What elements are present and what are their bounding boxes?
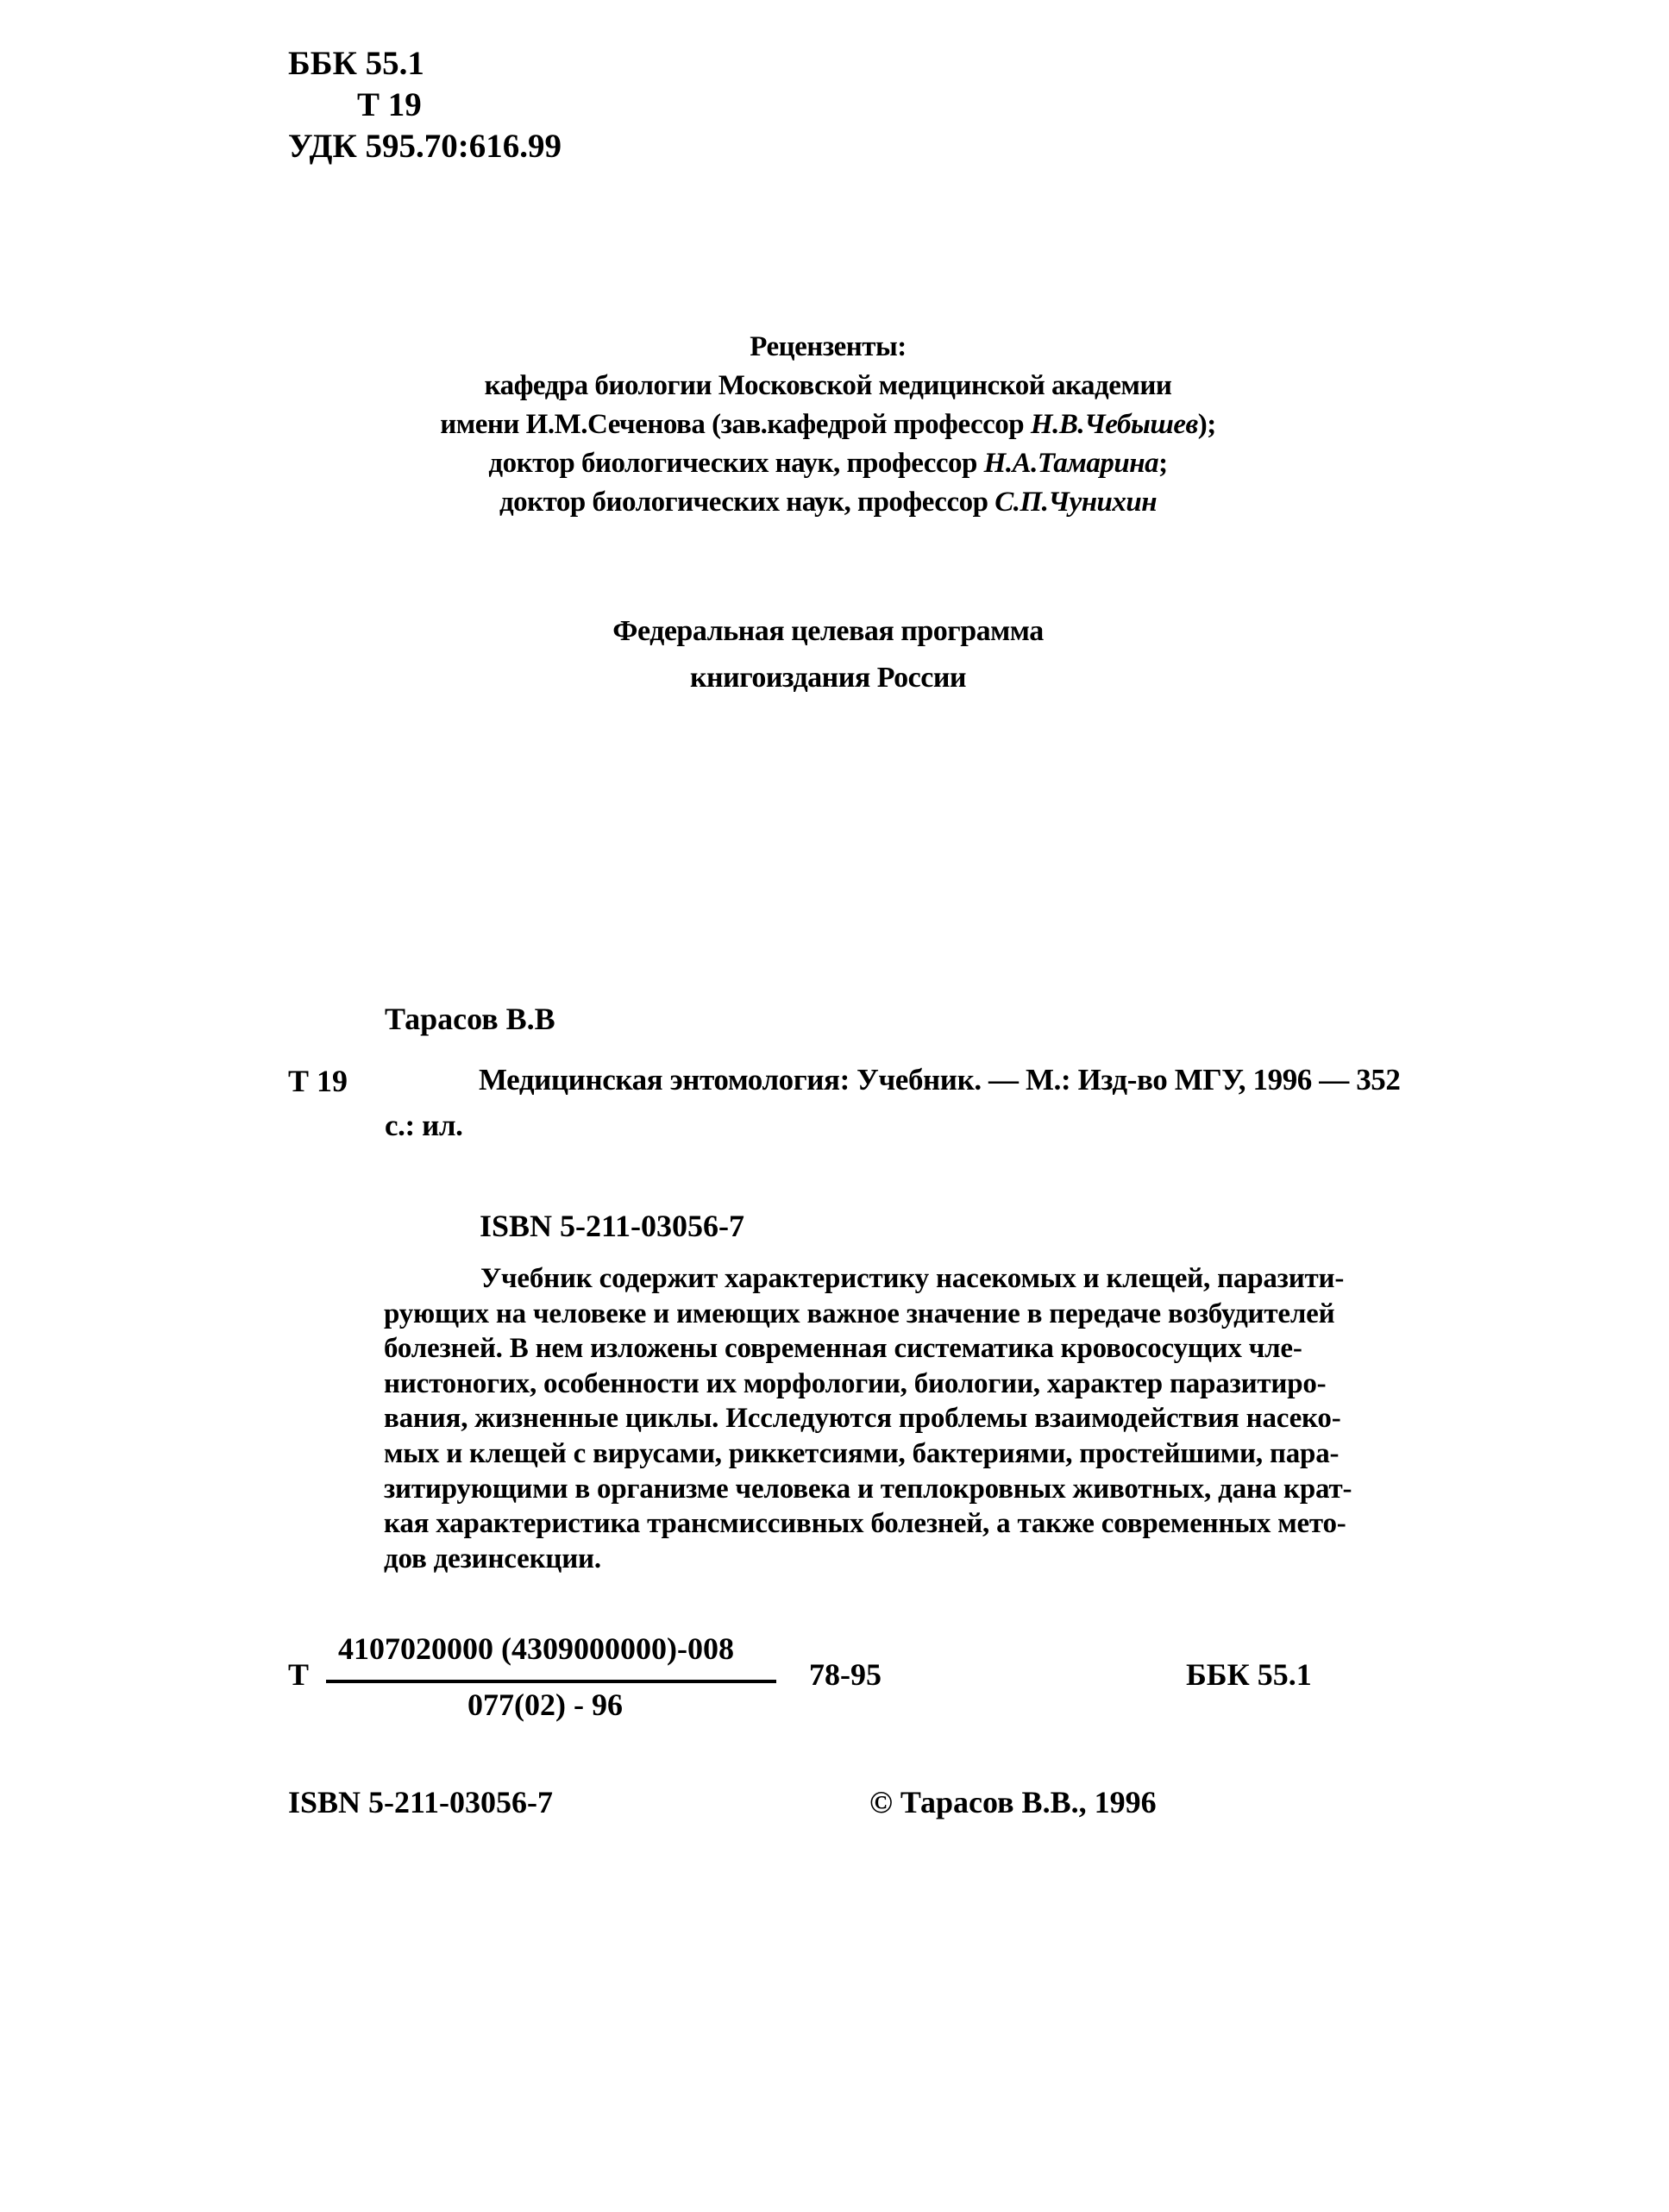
code-denominator: 077(02) - 96	[467, 1687, 623, 1722]
program-line-2: книгоиздания России	[689, 662, 967, 694]
fraction-line	[326, 1680, 776, 1683]
bibliographic-description-cont: с.: ил.	[385, 1109, 463, 1142]
bbk-code: ББК 55.1	[288, 45, 424, 82]
program-line-1: Федеральная целевая программа	[612, 615, 1044, 647]
reviewers-heading: Рецензенты:	[750, 331, 907, 362]
bibliographic-description: Медицинская энтомология: Учебник. — М.: Изд-во МГУ, 1996 — 352	[479, 1063, 1401, 1097]
reviewer-name-chebyshev: Н.В.Чебышев	[1030, 409, 1198, 440]
annotation-line: Учебник содержит характеристику насекомых и клещей, паразити-	[480, 1263, 1345, 1294]
code-order: 78-95	[809, 1657, 882, 1692]
reviewer-chunikhin: доктор биологических наук, профессор С.П.Чунихин	[499, 487, 1158, 518]
annotation-line: зитирующими в организме человека и теплокровных животных, дана крат-	[384, 1473, 1352, 1505]
federal-program	[259, 608, 1397, 701]
reviewer-name-tamarina: Н.А.Тамарина	[983, 448, 1159, 479]
annotation-line: болезней. В нем изложены современная систематика кровососущих чле-	[384, 1333, 1302, 1365]
reviewers-block	[259, 328, 1397, 522]
annotation-line: нистоногих, особенности их морфологии, биологии, характер паразитиро-	[384, 1367, 1327, 1399]
reviewer-name-chunikhin: С.П.Чунихин	[994, 487, 1158, 518]
author-mark: Т 19	[357, 86, 422, 123]
annotation-line: вания, жизненные циклы. Исследуются проблемы взаимодействия насеко-	[384, 1403, 1341, 1435]
annotation-line: дов дезинсекции.	[384, 1543, 601, 1574]
reviewer-department: кафедра биологии Московской медицинской академии	[484, 370, 1172, 401]
annotation-line: мых и клещей с вирусами, риккетсиями, бактериями, простейшими, пара-	[384, 1437, 1340, 1469]
code-letter: Т	[288, 1657, 310, 1692]
annotation-line: кая характеристика трансмиссивных болезней, а также современных мето-	[384, 1508, 1346, 1540]
reviewer-tamarina: доктор биологических наук, профессор Н.А.Тамарина;	[488, 448, 1168, 479]
copyright: © Тарасов В.В., 1996	[869, 1785, 1157, 1819]
catalog-isbn: ISBN 5-211-03056-7	[480, 1209, 745, 1243]
annotation-line: рующих на человеке и имеющих важное значение в передаче возбудителей	[384, 1298, 1335, 1329]
annotation	[384, 1261, 1374, 1576]
author-name: Тарасов В.В	[385, 1002, 555, 1036]
catalog-mark: Т 19	[288, 1064, 348, 1098]
reviewer-department-head: имени И.М.Сеченова (зав.кафедрой профессор Н.В.Чебышев);	[440, 409, 1216, 440]
code-bbk: ББК 55.1	[1186, 1657, 1312, 1692]
footer-isbn: ISBN 5-211-03056-7	[288, 1785, 554, 1819]
udk-code: УДК 595.70:616.99	[288, 128, 562, 165]
code-numerator: 4107020000 (4309000000)-008	[338, 1631, 734, 1666]
